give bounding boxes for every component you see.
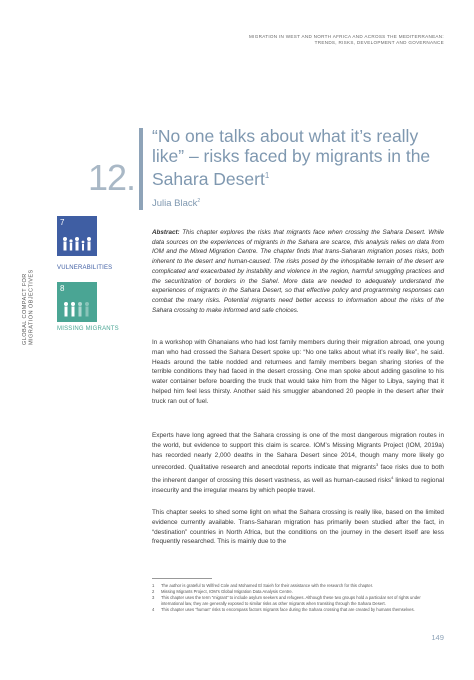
objective-8-label: MISSING MIGRANTS [57,326,119,332]
gcm-label-line-1: GLOBAL COMPACT FOR [22,273,28,345]
objective-7-number: 7 [60,218,65,227]
page-number: 149 [431,633,444,642]
footnote-number: 1 [152,583,155,588]
family-icon [61,234,93,252]
running-header [184,34,444,47]
objective-8-number: 8 [60,284,65,293]
gcm-objectives-label [22,205,35,345]
chapter-number: 12. [88,157,136,198]
body-paragraph-2 [152,431,444,496]
abstract [152,228,444,315]
body-paragraph-2-part-1: Experts have long agreed that the Sahara crossing is one of the most dangerous migration routes in the world, but evidence to support this claim is scarce. IOM’s Missing Migrants Project (IOM, 2019a) has recorded nearly 2,000 deaths in the Sahara Desert since 2014, though many more likely go unrecorded. Qualitative research and anecdotal reports indicate that migrants [152,432,444,472]
abstract-text: This chapter explores the risks that migrants face when crossing the Sahara Desert. While data sources on the experiences of migrants in the Sahara are scarce, this analysis relies on data from IOM and the Mixed Migration Centre. The chapter finds that trans-Saharan migration poses risks, both inherent to the desert and human-caused. The risks posed by the inhospitable terrain of the desert are complicated and exacerbated by instability and violence in the region, harmful smuggling practices and the securitization of borders in the Sahel. More data are needed to adequately understand the experiences of migrants in the Sahara Desert, so that effective policy and programming responses can combat the many risks. Potential migrants need better access to information about the risks of the Sahara crossing to make informed and safe choices. [152,229,444,314]
body-paragraph-2-part-3: linked to regional insecurity and the irregular means by which people travel. [152,477,444,495]
body-paragraph-1: In a workshop with Ghanaians who had lost family members during their migration abroad, one young man who had crossed the Sahara Desert spoke up: “No one talks about what it’s really like”, he said. Heads around the table nodded and returnees and family members began sharing stories of the terrible conditions they had faced in the desert crossing. One man spoke about adding gasoline to his water container before boarding the truck that would take him from the Niger to Libya, saying that it helped him feel less thirsty. Another said his smuggler abandoned 20 people in the desert after their truck ran out of fuel. [152,339,444,405]
objective-7-tile [57,216,97,256]
footnote-ref-3[interactable]: 3 [376,462,379,468]
footnote-text: Missing Migrants Project, IOM’s Global Migration Data Analysis Centre. [161,589,293,595]
footnote-divider [152,578,212,579]
objective-7-label: VULNERABILITIES [57,265,113,271]
chapter-title [152,127,442,189]
footnote-text: This chapter uses the term “migrant” to include asylum seekers and refugees. Although these two groups hold a particular set of rights under international law, they are generally exposed to similar risks as other migrants when transiting through the Sahara Desert. [161,595,421,607]
author-name: Julia Black [152,198,198,210]
footnote-ref-4[interactable]: 4 [391,475,394,481]
running-header-line-1: MIGRATION IN WEST AND NORTH AFRICA AND ACROSS THE MEDITERRANEAN: [249,34,444,39]
author-footnote-ref[interactable]: 2 [197,198,201,204]
objective-8-tile [57,282,97,322]
footnote-text: This chapter uses “human” risks to encompass factors migrants face during the Sahara crossing that are created by humans themselves. [161,607,415,613]
body-paragraph-2-part-2: face risks due to both the inherent danger of crossing this desert vastness, as well as human-caused risks [152,464,444,485]
title-accent-bar [139,128,143,210]
chapter-author [152,198,200,209]
abstract-lead: Abstract: [152,229,180,236]
body-paragraph-3: This chapter seeks to shed some light on what the Sahara crossing is really like, based on the limited evidence currently available. Trans-Saharan migration has primarily been studied after the fact, in “destination” countries in North Africa, but the conditions on the journey in the desert itself are less frequently researched. This is mainly due to the [152,509,444,546]
footnotes [152,583,444,613]
gcm-objectives-label-text [22,205,35,345]
footnote-text: The author is grateful to Wilfred Cole and Mohamed El Saieh for their assistance with the research for this chapter. [161,583,374,588]
footnote-number: 4 [152,607,155,613]
chapter-title-text: “No one talks about what it’s really like” – risks faced by migrants in the Sahara Desert [152,126,431,189]
footnote-4 [152,607,444,613]
footnote-number: 3 [152,595,155,601]
running-header-line-2: TRENDS, RISKS, DEVELOPMENT AND GOVERNANCE [314,40,444,46]
chapter-title-footnote-ref[interactable]: 1 [264,171,270,180]
gcm-label-line-2: MIGRATION OBJECTIVES [28,269,35,345]
missing-people-icon [61,300,93,318]
footnote-3 [152,595,444,607]
footnote-number: 2 [152,589,155,595]
